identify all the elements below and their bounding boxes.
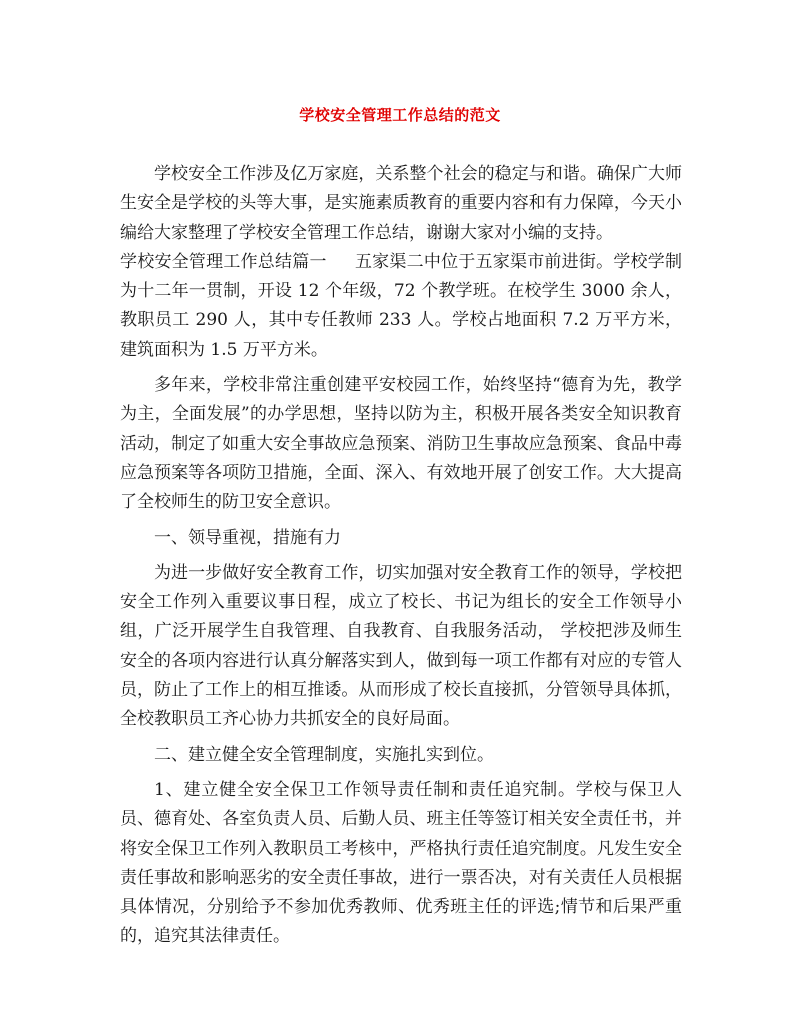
section-one-paragraph: [120, 248, 682, 365]
heading-management-system: 二、建立健全安全管理制度，实施扎实到位。: [154, 744, 494, 765]
section-one-label: 学校安全管理工作总结篇一: [120, 251, 327, 272]
document-body: [120, 160, 682, 952]
heading-leadership: 一、领导重视，措施有力: [154, 527, 341, 548]
leadership-paragraph: 为进一步做好安全教育工作，切实加强对安全教育工作的领导，学校把安全工作列入重要议事日程，成立了校长、书记为组长的安全工作领导小组，广泛开展学生自我管理、自我教育、自我服务活动， 学校把涉及师生安全的各项内容进行认真分解落实到人，做到每一项工作都有对应的专管人员，防止了工作上的相互推诿。从而形成了校长直接抓，分管领导具体抓，全校教职员工齐心协力共抓安全的良好局面。: [120, 562, 682, 730]
document-title: 学校安全管理工作总结的范文: [299, 106, 501, 124]
section-one-text: 五家渠二中位于五家渠市前进街。学校学制为十二年一贯制，开设 12 个年级，72 个教学班。在校学生 3000 余人，教职员工 290 人，其中专任教师 233 人。学校占地面积 7.2 万平方米，建筑面积为 1.5 万平方米。: [120, 251, 683, 360]
safety-campus-paragraph: 多年来，学校非常注重创建平安校园工作，始终坚持“德育为先，教学为主，全面发展”的办学思想，坚持以防为主，积极开展各类安全知识教育活动，制定了如重大安全事故应急预案、消防卫生事故应急预案、食品中毒应急预案等各项防卫措施，全面、深入、有效地开展了创安工作。大大提高了全校师生的防卫安全意识。: [120, 375, 682, 513]
intro-paragraph: 学校安全工作涉及亿万家庭，关系整个社会的稳定与和谐。确保广大师生安全是学校的头等大事，是实施素质教育的重要内容和有力保障，今天小编给大家整理了学校安全管理工作总结，谢谢大家对小编的支持。: [120, 164, 682, 243]
responsibility-paragraph: 1、建立健全安全保卫工作领导责任制和责任追究制。学校与保卫人员、德育处、各室负责人员、后勤人员、班主任等签订相关安全责任书，并将安全保卫工作列入教职员工考核中，严格执行责任追究制度。凡发生安全责任事故和影响恶劣的安全责任事故，进行一票否决，对有关责任人员根据具体情况，分别给予不参加优秀教师、优秀班主任的评选;情节和后果严重的，追究其法律责任。: [120, 779, 682, 947]
